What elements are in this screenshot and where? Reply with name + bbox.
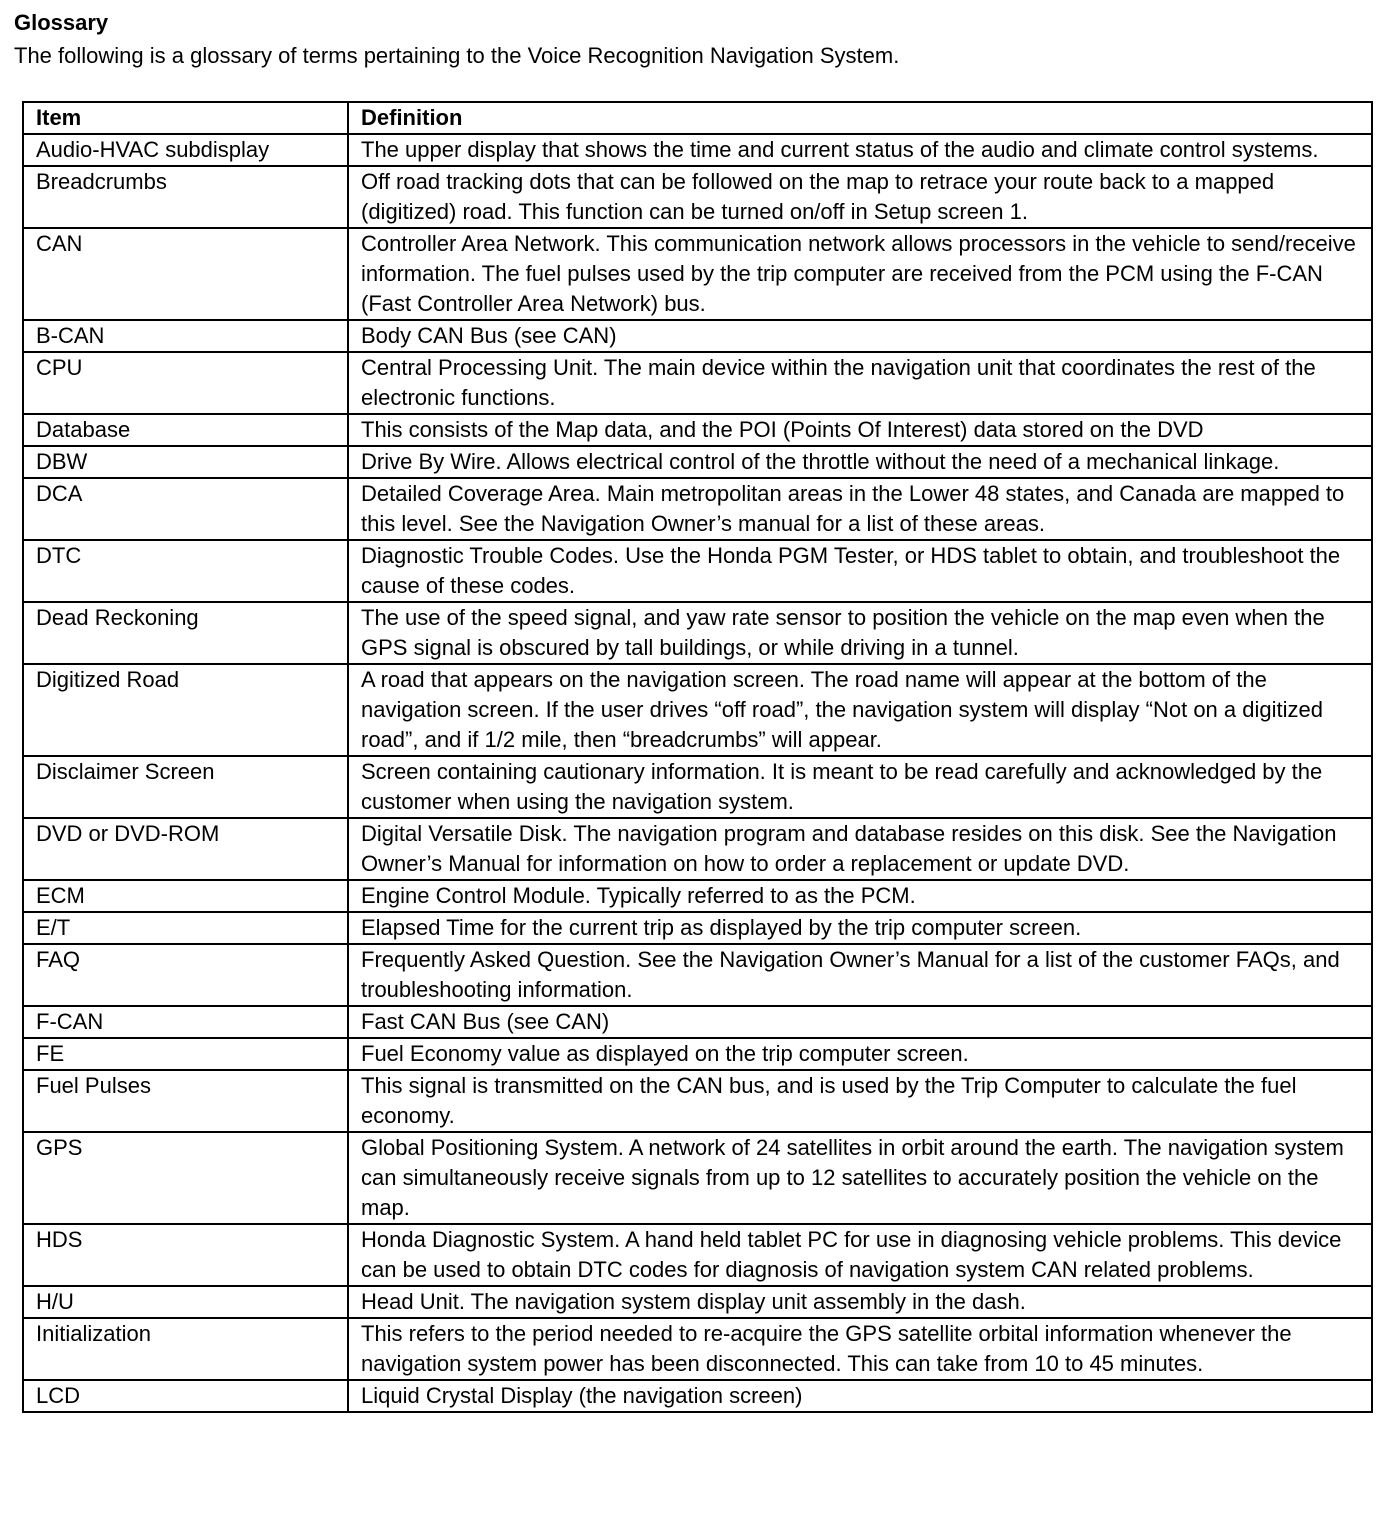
table-row — [23, 1286, 1372, 1318]
table-row — [23, 478, 1372, 540]
glossary-table — [22, 101, 1373, 1413]
definition-cell: Global Positioning System. A network of 24 satellites in orbit around the earth. The navigation system can simultaneously receive signals from up to 12 satellites to accurately position the vehicle on the map. — [348, 1132, 1372, 1224]
definition-cell: Fast CAN Bus (see CAN) — [348, 1006, 1372, 1038]
term-cell: Fuel Pulses — [23, 1070, 348, 1132]
term-cell: DTC — [23, 540, 348, 602]
term-cell: Audio-HVAC subdisplay — [23, 134, 348, 166]
definition-cell: Controller Area Network. This communication network allows processors in the vehicle to send/receive information. The fuel pulses used by the trip computer are received from the PCM using the F-CAN (Fast Controller Area Network) bus. — [348, 228, 1372, 320]
definition-cell: Fuel Economy value as displayed on the trip computer screen. — [348, 1038, 1372, 1070]
term-cell: CAN — [23, 228, 348, 320]
definition-cell: The upper display that shows the time and current status of the audio and climate control systems. — [348, 134, 1372, 166]
column-header-item: Item — [23, 102, 348, 134]
table-row — [23, 352, 1372, 414]
definition-cell: Body CAN Bus (see CAN) — [348, 320, 1372, 352]
term-cell: Breadcrumbs — [23, 166, 348, 228]
table-row — [23, 414, 1372, 446]
table-row — [23, 818, 1372, 880]
term-cell: FAQ — [23, 944, 348, 1006]
definition-cell: This consists of the Map data, and the POI (Points Of Interest) data stored on the DVD — [348, 414, 1372, 446]
term-cell: Database — [23, 414, 348, 446]
table-row — [23, 1380, 1372, 1412]
definition-cell: Detailed Coverage Area. Main metropolitan areas in the Lower 48 states, and Canada are mapped to this level. See the Navigation Owner’s manual for a list of these areas. — [348, 478, 1372, 540]
table-row — [23, 944, 1372, 1006]
definition-cell: This signal is transmitted on the CAN bus, and is used by the Trip Computer to calculate the fuel economy. — [348, 1070, 1372, 1132]
table-row — [23, 1006, 1372, 1038]
definition-cell: The use of the speed signal, and yaw rate sensor to position the vehicle on the map even when the GPS signal is obscured by tall buildings, or while driving in a tunnel. — [348, 602, 1372, 664]
term-cell: ECM — [23, 880, 348, 912]
definition-cell: This refers to the period needed to re-acquire the GPS satellite orbital information whenever the navigation system power has been disconnected. This can take from 10 to 45 minutes. — [348, 1318, 1372, 1380]
definition-cell: Head Unit. The navigation system display unit assembly in the dash. — [348, 1286, 1372, 1318]
table-row — [23, 320, 1372, 352]
definition-cell: Engine Control Module. Typically referred to as the PCM. — [348, 880, 1372, 912]
term-cell: LCD — [23, 1380, 348, 1412]
table-row — [23, 540, 1372, 602]
table-row — [23, 912, 1372, 944]
term-cell: Dead Reckoning — [23, 602, 348, 664]
header-row — [23, 102, 1372, 134]
definition-cell: Drive By Wire. Allows electrical control of the throttle without the need of a mechanical linkage. — [348, 446, 1372, 478]
definition-cell: Elapsed Time for the current trip as displayed by the trip computer screen. — [348, 912, 1372, 944]
term-cell: F-CAN — [23, 1006, 348, 1038]
table-row — [23, 1318, 1372, 1380]
term-cell: HDS — [23, 1224, 348, 1286]
intro-text: The following is a glossary of terms pertaining to the Voice Recognition Navigation System. — [14, 43, 900, 68]
table-row — [23, 228, 1372, 320]
table-row — [23, 1070, 1372, 1132]
term-cell: E/T — [23, 912, 348, 944]
table-row — [23, 446, 1372, 478]
column-header-definition: Definition — [348, 102, 1372, 134]
term-cell: FE — [23, 1038, 348, 1070]
term-cell: DCA — [23, 478, 348, 540]
table-row — [23, 664, 1372, 756]
table-row — [23, 880, 1372, 912]
definition-cell: Screen containing cautionary information. It is meant to be read carefully and acknowledged by the customer when using the navigation system. — [348, 756, 1372, 818]
table-row — [23, 1132, 1372, 1224]
term-cell: CPU — [23, 352, 348, 414]
definition-cell: Frequently Asked Question. See the Navigation Owner’s Manual for a list of the customer FAQs, and troubleshooting information. — [348, 944, 1372, 1006]
term-cell: GPS — [23, 1132, 348, 1224]
table-row — [23, 602, 1372, 664]
term-cell: Digitized Road — [23, 664, 348, 756]
term-cell: H/U — [23, 1286, 348, 1318]
definition-cell: Honda Diagnostic System. A hand held tablet PC for use in diagnosing vehicle problems. This device can be used to obtain DTC codes for diagnosis of navigation system CAN related problems. — [348, 1224, 1372, 1286]
term-cell: DVD or DVD-ROM — [23, 818, 348, 880]
definition-cell: Digital Versatile Disk. The navigation program and database resides on this disk. See the Navigation Owner’s Manual for information on how to order a replacement or update DVD. — [348, 818, 1372, 880]
page-title: Glossary — [14, 10, 109, 35]
table-row — [23, 1224, 1372, 1286]
definition-cell: Central Processing Unit. The main device within the navigation unit that coordinates the rest of the electronic functions. — [348, 352, 1372, 414]
term-cell: B-CAN — [23, 320, 348, 352]
table-row — [23, 756, 1372, 818]
table-row — [23, 134, 1372, 166]
term-cell: Initialization — [23, 1318, 348, 1380]
definition-cell: Liquid Crystal Display (the navigation screen) — [348, 1380, 1372, 1412]
definition-cell: Diagnostic Trouble Codes. Use the Honda PGM Tester, or HDS tablet to obtain, and troubleshoot the cause of these codes. — [348, 540, 1372, 602]
definition-cell: A road that appears on the navigation screen. The road name will appear at the bottom of the navigation screen. If the user drives “off road”, the navigation system will display “Not on a digitized road”, and if 1/2 mile, then “breadcrumbs” will appear. — [348, 664, 1372, 756]
term-cell: Disclaimer Screen — [23, 756, 348, 818]
table-row — [23, 166, 1372, 228]
table-row — [23, 1038, 1372, 1070]
term-cell: DBW — [23, 446, 348, 478]
definition-cell: Off road tracking dots that can be followed on the map to retrace your route back to a mapped (digitized) road. This function can be turned on/off in Setup screen 1. — [348, 166, 1372, 228]
